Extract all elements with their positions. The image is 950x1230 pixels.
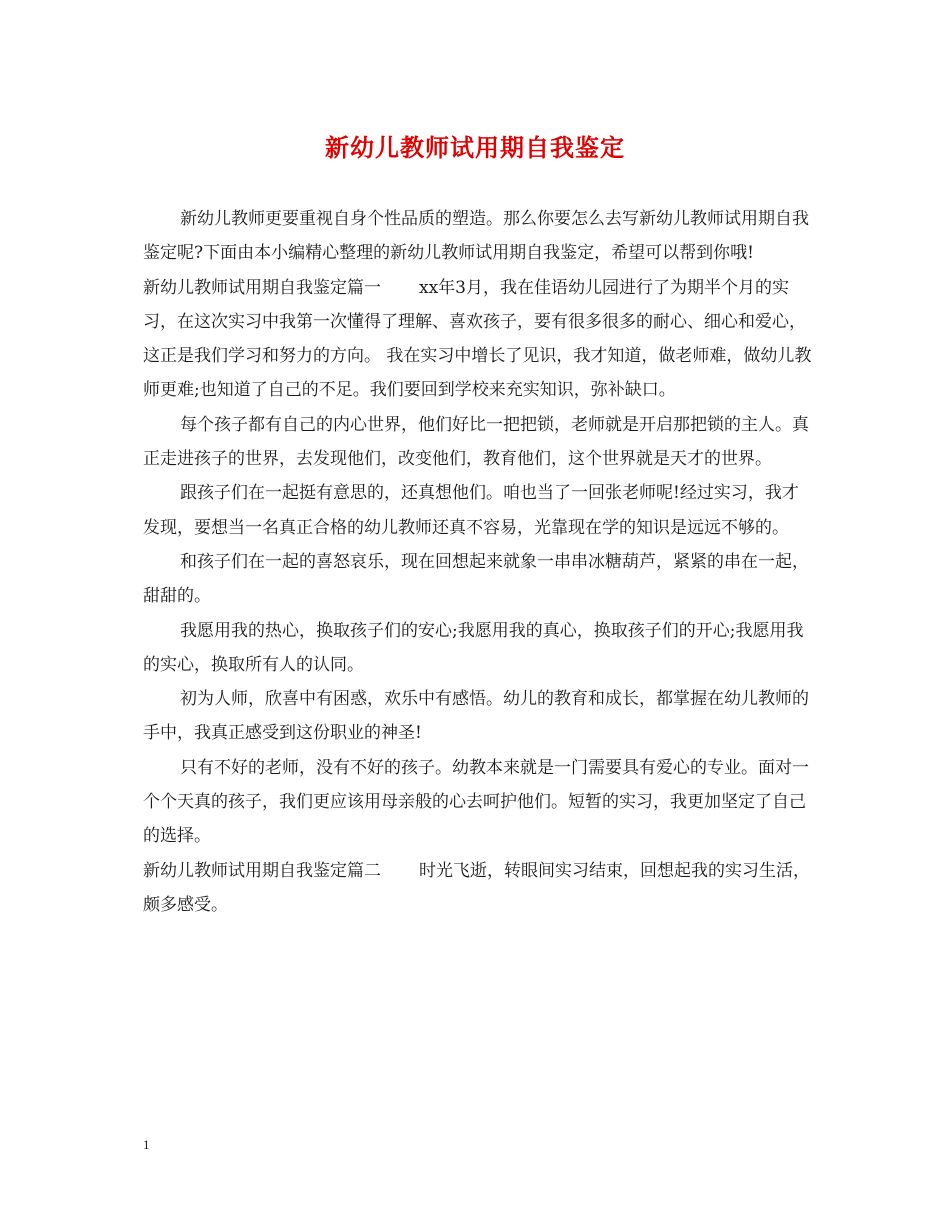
- intro-paragraph: 新幼儿教师更要重视自身个性品质的塑造。那么你要怎么去写新幼儿教师试用期自我鉴定呢?下面由本小编精心整理的新幼儿教师试用期自我鉴定，希望可以帮到你哦!: [143, 209, 809, 264]
- document-body: [143, 202, 815, 922]
- body-paragraph: 只有不好的老师，没有不好的孩子。幼教本来就是一门需要具有爱心的专业。面对一个个天真的孩子，我们更应该用母亲般的心去呵护他们。短暂的实习，我更加坚定了自己的选择。: [143, 757, 809, 847]
- section-2-text: 时光飞逝，转眼间实习结束，回想起我的实习生活，颇多感受。: [143, 860, 810, 915]
- section-1-text: xx年3月，我在佳语幼儿园进行了为期半个月的实习，在这次实习中我第一次懂得了理解、喜欢孩子，要有很多很多的耐心、细心和爱心，这正是我们学习和努力的方向。 我在实习中增长了见识，我才知道，做老师难，做幼儿教师更难;也知道了自己的不足。我们要回到学校来充实知识，弥补缺口。: [143, 277, 812, 401]
- page-number: 1: [143, 1137, 150, 1152]
- section-1-paragraph: [143, 271, 815, 408]
- body-paragraph: 初为人师，欣喜中有困惑，欢乐中有感悟。幼儿的教育和成长，都掌握在幼儿教师的手中，我真正感受到这份职业的神圣!: [143, 689, 809, 744]
- body-paragraph: 我愿用我的热心，换取孩子们的安心;我愿用我的真心，换取孩子们的开心;我愿用我的实心，换取所有人的认同。: [143, 620, 804, 675]
- section-2-heading: 新幼儿教师试用期自我鉴定篇二: [143, 860, 381, 881]
- body-paragraph: 跟孩子们在一起挺有意思的，还真想他们。咱也当了一回张老师呢!经过实习，我才发现，要想当一名真正合格的幼儿教师还真不容易，光靠现在学的知识是远远不够的。: [143, 483, 799, 538]
- document-title: 新幼儿教师试用期自我鉴定: [325, 133, 625, 162]
- section-1-heading: 新幼儿教师试用期自我鉴定篇一: [143, 277, 381, 298]
- body-paragraph: 每个孩子都有自己的内心世界，他们好比一把把锁，老师就是开启那把锁的主人。真正走进孩子的世界，去发现他们，改变他们，教育他们，这个世界就是天才的世界。: [143, 414, 809, 470]
- body-paragraph: 和孩子们在一起的喜怒哀乐，现在回想起来就象一串串冰糖葫芦，紧紧的串在一起，甜甜的。: [143, 551, 809, 607]
- section-2-paragraph: [143, 854, 815, 923]
